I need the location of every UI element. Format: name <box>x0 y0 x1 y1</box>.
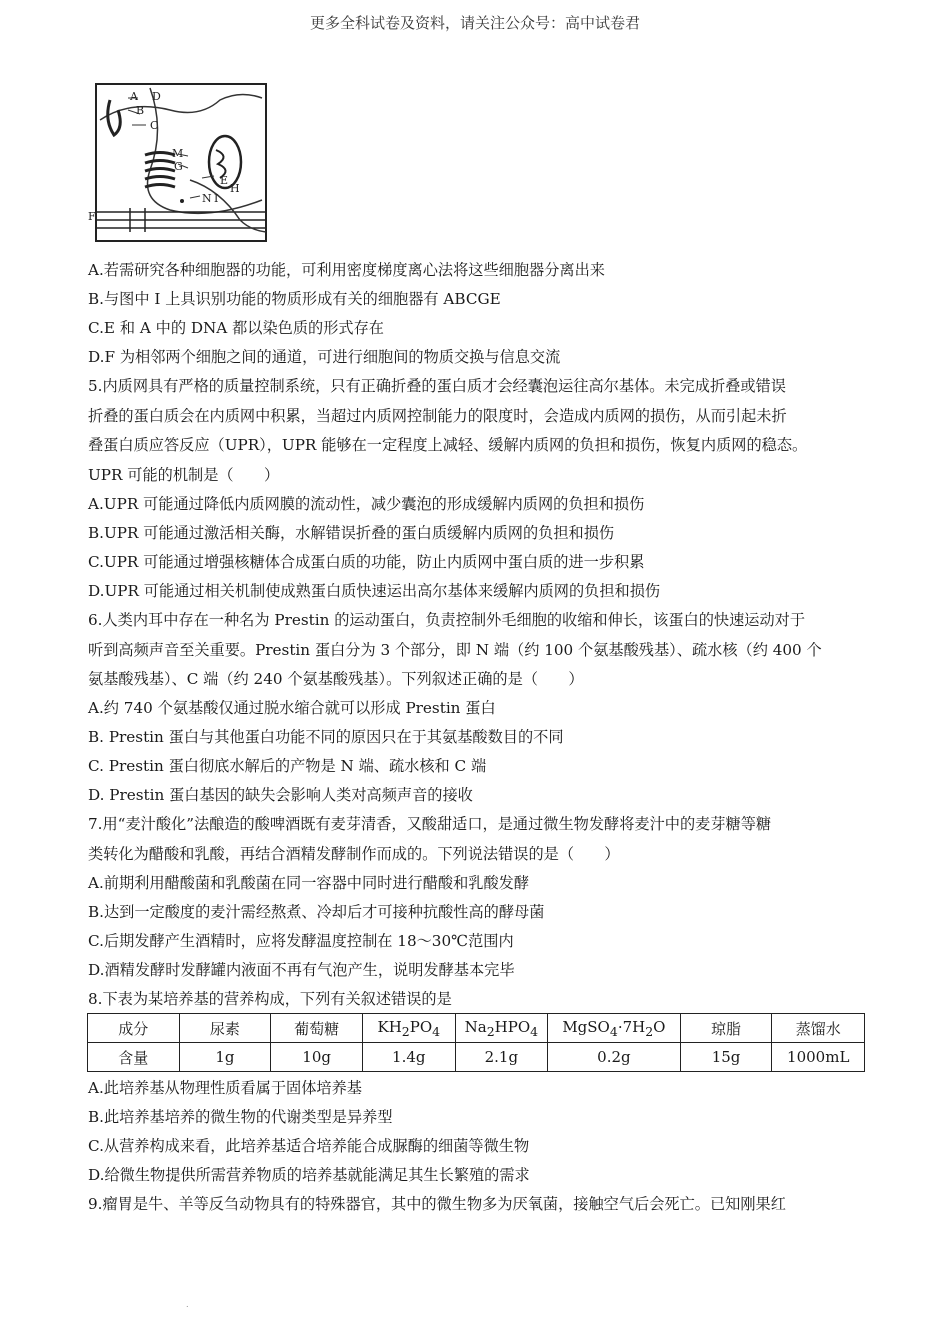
option-line: B.达到一定酸度的麦汁需经熬煮、冷却后才可接种抗酸性高的酵母菌 <box>88 903 545 921</box>
text-line: C.E 和 A 中的 DNA 都以染色质的形式存在 <box>88 319 384 337</box>
figure-label-d: D <box>152 90 161 103</box>
question-6-line: 6.人类内耳中存在一种名为 Prestin 的运动蛋白，负责控制外毛细胞的收缩和伸长，该蛋白的快速运动对于 <box>88 611 806 629</box>
option-line: C.后期发酵产生酒精时，应将发酵温度控制在 18～30℃范围内 <box>88 932 514 950</box>
question-9-line: 9.瘤胃是牛、羊等反刍动物具有的特殊器官，其中的微生物多为厌氧菌，接触空气后会死亡。已知刚果红 <box>88 1195 786 1213</box>
text-line: 折叠的蛋白质会在内质网中积累，当超过内质网控制能力的限度时，会造成内质网的损伤，从而引起未折 <box>88 407 787 425</box>
table-cell: 15g <box>680 1043 772 1072</box>
table-cell-mgso4: $MgSO_4\cdot 7H_2O$ <box>548 1014 680 1043</box>
membrane-curve <box>100 94 262 120</box>
option-line: B.此培养基培养的微生物的代谢类型是异养型 <box>88 1108 393 1126</box>
option-line: C. Prestin 蛋白彻底水解后的产物是 N 端、疏水核和 C 端 <box>88 757 487 775</box>
table-cell-kh2po4: $KH_2PO_4$ <box>363 1014 455 1043</box>
option-line: A.UPR 可能通过降低内质网膜的流动性，减少囊泡的形成缓解内质网的负担和损伤 <box>88 495 645 513</box>
option-line: C.UPR 可能通过增强核糖体合成蛋白质的功能，防止内质网中蛋白质的进一步积累 <box>88 553 645 571</box>
text-line: 听到高频声音至关重要。Prestin 蛋白分为 3 个部分，即 N 端（约 100 个氨基酸残基）、疏水核（约 400 个 <box>88 641 822 659</box>
option-line: B. Prestin 蛋白与其他蛋白功能不同的原因只在于其氨基酸数目的不同 <box>88 728 564 746</box>
figure-label-c: C <box>150 119 159 132</box>
table-cell: 尿素 <box>179 1014 271 1043</box>
table-cell: 琼脂 <box>680 1014 772 1043</box>
figure-label-e: E <box>220 174 229 187</box>
er-shape <box>108 100 121 135</box>
question-7-line: 7.用“麦汁酸化”法酿造的酸啤酒既有麦芽清香，又酸甜适口，是通过微生物发酵将麦汁中的麦芽糖等糖 <box>88 815 772 833</box>
option-line: C.从营养构成来看，此培养基适合培养能合成脲酶的细菌等微生物 <box>88 1137 530 1155</box>
table-cell: 成分 <box>88 1014 180 1043</box>
nutrient-table <box>87 1013 865 1072</box>
option-line: D.UPR 可能通过相关机制使成熟蛋白质快速运出高尔基体来缓解内质网的负担和损伤 <box>88 582 661 600</box>
table-cell-na2hpo4: $Na_2HPO_4$ <box>455 1014 548 1043</box>
question-8-line: 8.下表为某培养基的营养构成，下列有关叙述错误的是 <box>88 990 452 1008</box>
text-line: B.与图中 I 上具识别功能的物质形成有关的细胞器有 ABCGE <box>88 290 501 308</box>
figure-label-b: B <box>136 104 145 117</box>
table-cell: 蒸馏水 <box>772 1014 865 1043</box>
text-line: 氨基酸残基）、C 端（约 240 个氨基酸残基）。下列叙述正确的是（ ） <box>88 670 584 688</box>
option-line: D.酒精发酵时发酵罐内液面不再有气泡产生，说明发酵基本完毕 <box>88 961 515 979</box>
option-line: D.给微生物提供所需营养物质的培养基就能满足其生长繁殖的需求 <box>88 1166 530 1184</box>
figure-label-g: G <box>174 160 183 173</box>
table-row <box>88 1014 865 1043</box>
table-cell: 2.1g <box>455 1043 548 1072</box>
table-row <box>88 1043 865 1072</box>
table-cell: 0.2g <box>548 1043 680 1072</box>
figure-label-n: N <box>202 192 212 205</box>
table-cell: 10g <box>271 1043 363 1072</box>
table-cell: 葡萄糖 <box>271 1014 363 1043</box>
option-line: A.约 740 个氨基酸仅通过脱水缩合就可以形成 Prestin 蛋白 <box>88 699 496 717</box>
footer-dot: . <box>186 1300 189 1309</box>
cell-diagram-figure <box>90 80 270 245</box>
table-cell: 1g <box>179 1043 271 1072</box>
golgi-stack <box>145 153 175 188</box>
text-line: A.若需研究各种细胞器的功能，可利用密度梯度离心法将这些细胞器分离出来 <box>88 261 605 279</box>
option-line: B.UPR 可能通过激活相关酶，水解错误折叠的蛋白质缓解内质网的负担和损伤 <box>88 524 615 542</box>
text-line: UPR 可能的机制是（ ） <box>88 466 280 484</box>
figure-label-i: I <box>214 192 219 205</box>
text-line: 叠蛋白质应答反应（UPR），UPR 能够在一定程度上减轻、缓解内质网的负担和损伤，恢复内质网的稳态。 <box>88 436 808 454</box>
table-cell: 1.4g <box>363 1043 455 1072</box>
page-header: 更多全科试卷及资料，请关注公众号：高中试卷君 <box>309 14 640 32</box>
figure-label-m: M <box>172 147 184 160</box>
text-line: D.F 为相邻两个细胞之间的通道，可进行细胞间的物质交换与信息交流 <box>88 348 561 366</box>
table-cell: 1000mL <box>772 1043 865 1072</box>
option-line: D. Prestin 蛋白基因的缺失会影响人类对高频声音的接收 <box>88 786 473 804</box>
option-line: A.前期利用醋酸菌和乳酸菌在同一容器中同时进行醋酸和乳酸发酵 <box>88 874 530 892</box>
figure-label-h: H <box>230 182 240 195</box>
table-cell: 含量 <box>88 1043 180 1072</box>
figure-label-f: F <box>88 210 96 223</box>
text-line: 类转化为醋酸和乳酸，再结合酒精发酵制作而成的。下列说法错误的是（ ） <box>88 845 620 863</box>
question-5-line: 5.内质网具有严格的质量控制系统，只有正确折叠的蛋白质才会经囊泡运往高尔基体。未完成折叠或错误 <box>88 377 786 395</box>
figure-label-a: A <box>130 90 138 103</box>
option-line: A.此培养基从物理性质看属于固体培养基 <box>88 1079 362 1097</box>
